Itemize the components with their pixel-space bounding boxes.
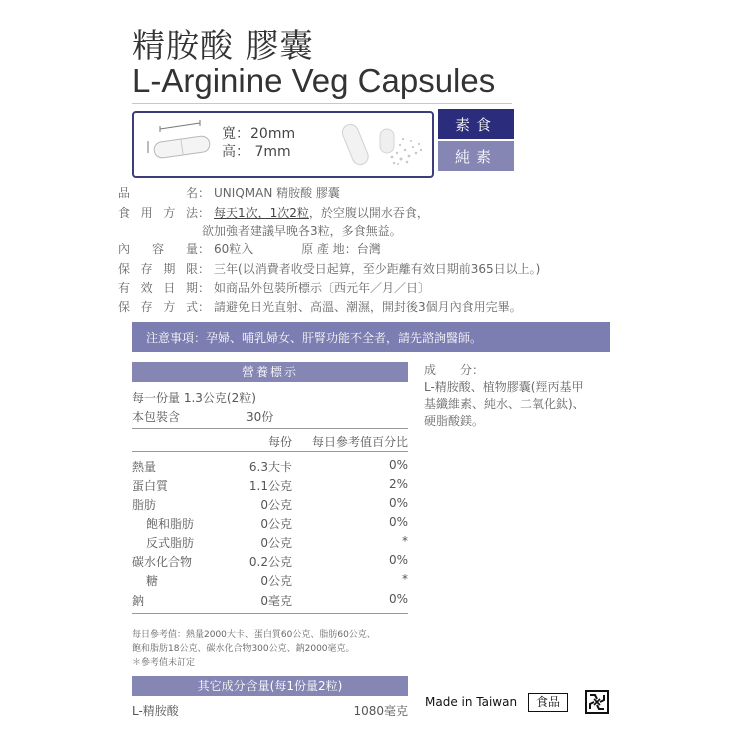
nutrition-row: 碳水化合物 0.2公克 0%	[132, 553, 408, 569]
capsule-size-box	[132, 111, 434, 178]
nutrition-row: 飽和脂肪 0公克 0%	[146, 515, 408, 531]
nutrition-row: 蛋白質 1.1公克 2%	[132, 477, 408, 493]
info-storage: 保存方式： 請避免日光直射、高溫、潮濕，開封後3個月內食用完畢。	[118, 300, 522, 314]
made-in-taiwan: Made in Taiwan	[425, 695, 518, 709]
capsule-width: 寬：20mm	[222, 126, 296, 142]
notice-banner: 注意事項：孕婦、哺乳婦女、肝腎功能不全者，請先諮詢醫師。	[132, 322, 610, 352]
nutrition-divider-bottom	[132, 613, 408, 614]
ingredients-line: L-精胺酸、植物膠囊(羥丙基甲	[424, 380, 584, 394]
ingredients-line: 基纖維素、純水、二氧化鈦)、	[424, 397, 585, 411]
nutrition-divider-header	[132, 451, 408, 452]
nutrition-divider-top	[132, 428, 408, 429]
nutrition-footnote: ＊參考值未訂定	[132, 658, 196, 668]
other-content-title: 其它成分含量(每1份量2粒)	[132, 676, 408, 696]
other-content-row: L-精胺酸 1080毫克	[132, 704, 408, 718]
info-usage: 食用方法： 每天1次，1次2粒，於空腹以開水吞食，	[118, 206, 429, 220]
info-product-name: 品 名： UNIQMAN 精胺酸 膠囊	[118, 186, 340, 200]
nutrition-title: 營養標示	[132, 362, 408, 382]
badge-vegan: 純素	[438, 141, 514, 171]
nutrition-row: 反式脂肪 0公克 *	[146, 534, 408, 550]
nutrition-row: 脂肪 0公克 0%	[132, 496, 408, 512]
capsule-height: 高： 7mm	[222, 144, 291, 160]
title-divider	[132, 103, 512, 104]
nutrition-footnote: 每日參考值：熱量2000大卡、蛋白質60公克、脂肪60公克、	[132, 630, 376, 640]
serving-size: 每一份量 1.3公克(2粒)	[132, 391, 256, 405]
info-shelf-life: 保存期限： 三年(以消費者收受日起算，至少距離有效日期前365日以上。)	[118, 262, 541, 276]
nutrition-row: 熱量 6.3大卡 0%	[132, 458, 408, 474]
ingredients-label: 成 分：	[424, 363, 485, 377]
capsule-dimension-icon	[142, 119, 218, 169]
food-label: 食品	[528, 693, 568, 712]
servings-per-package: 本包裝含 30份	[132, 410, 274, 424]
recycle-icon	[585, 690, 609, 714]
ingredients-line: 硬脂酸鎂。	[424, 414, 485, 428]
nutrition-column-headers: 每份 每日參考值百分比	[267, 435, 408, 449]
title-english: L-Arginine Veg Capsules	[132, 62, 496, 99]
badge-vegetarian: 素食	[438, 109, 514, 139]
nutrition-row: 鈉 0毫克 0%	[132, 592, 408, 608]
info-expiry: 有效日期： 如商品外包裝所標示〔西元年／月／日〕	[118, 281, 431, 295]
info-content-origin: 內 容 量： 60粒入 原 產 地：台灣	[118, 242, 381, 256]
capsule-powder-image	[330, 117, 428, 171]
info-usage-cont: 欲加強者建議早晚各3粒，多食無益。	[202, 224, 402, 238]
nutrition-row: 糖 0公克 *	[146, 572, 408, 588]
nutrition-footnote: 飽和脂肪18公克、碳水化合物300公克、鈉2000毫克。	[132, 644, 355, 654]
title-chinese: 精胺酸 膠囊	[132, 26, 314, 65]
